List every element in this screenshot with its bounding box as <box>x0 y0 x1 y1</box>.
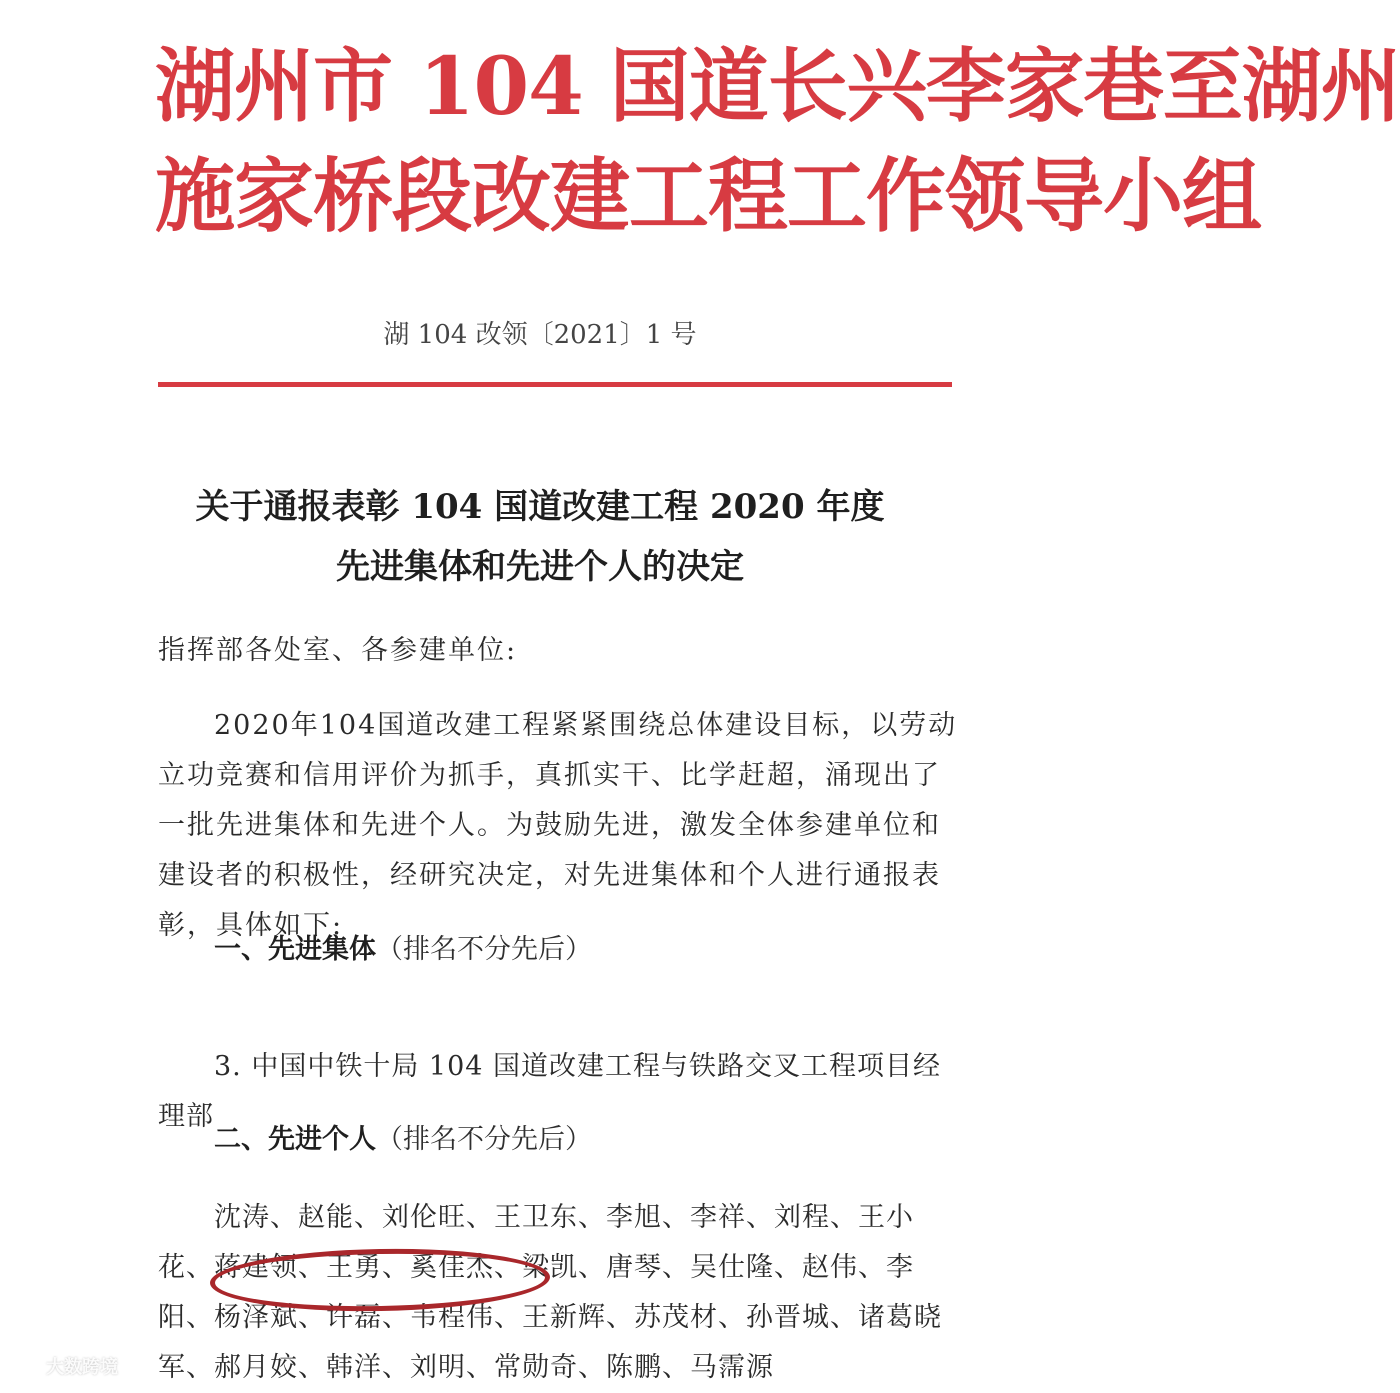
advanced-groups-section-title <box>214 930 592 970</box>
red-header-title-line-2: 施家桥段改建工程工作领导小组 <box>155 149 1261 243</box>
watermark-logo-icon <box>8 1355 38 1377</box>
advanced-individuals-names: 沈涛、赵能、刘伦旺、王卫东、李旭、李祥、刘程、王小花、蒋建领、王勇、奚佳杰、梁凯、唐琴、吴仕隆、赵伟、李阳、杨泽斌、许磊、韦程伟、王新辉、苏茂材、孙晋城、诸葛晓军、郝月姣、韩洋、刘明、常勋奇、陈鹏、马霈源 <box>158 1202 942 1383</box>
advanced-group-item: 3. 中国中铁十局 104 国道改建工程与铁路交叉工程项目经理部 <box>158 1051 942 1132</box>
advanced-individuals-section-title <box>214 1120 592 1160</box>
salutation: 指挥部各处室、各参建单位: <box>158 635 518 666</box>
decision-title-line-1: 关于通报表彰 104 国道改建工程 2020 年度 <box>195 486 885 527</box>
advanced-individuals-note: （排名不分先后） <box>376 1124 592 1155</box>
watermark-text: 大数跨境 <box>46 1357 118 1377</box>
advanced-individuals-label: 二、先进个人 <box>214 1124 376 1155</box>
intro-paragraph: 2020年104国道改建工程紧紧围绕总体建设目标，以劳动立功竞赛和信用评价为抓手，真抓实干、比学赶超，涌现出了一批先进集体和先进个人。为鼓励先进，激发全体参建单位和建设者的积极性，经研究决定，对先进集体和个人进行通报表彰，具体如下: <box>158 710 958 941</box>
red-header-title-line-1: 湖州市 104 国道长兴李家巷至湖州 <box>155 39 1400 133</box>
document-number: 湖 104 改领〔2021〕1 号 <box>383 320 697 350</box>
red-separator-line <box>158 382 952 387</box>
watermark <box>8 1350 118 1382</box>
decision-title-line-2: 先进集体和先进个人的决定 <box>336 547 744 588</box>
advanced-groups-label: 一、先进集体 <box>214 934 376 965</box>
advanced-groups-note: （排名不分先后） <box>376 934 592 965</box>
